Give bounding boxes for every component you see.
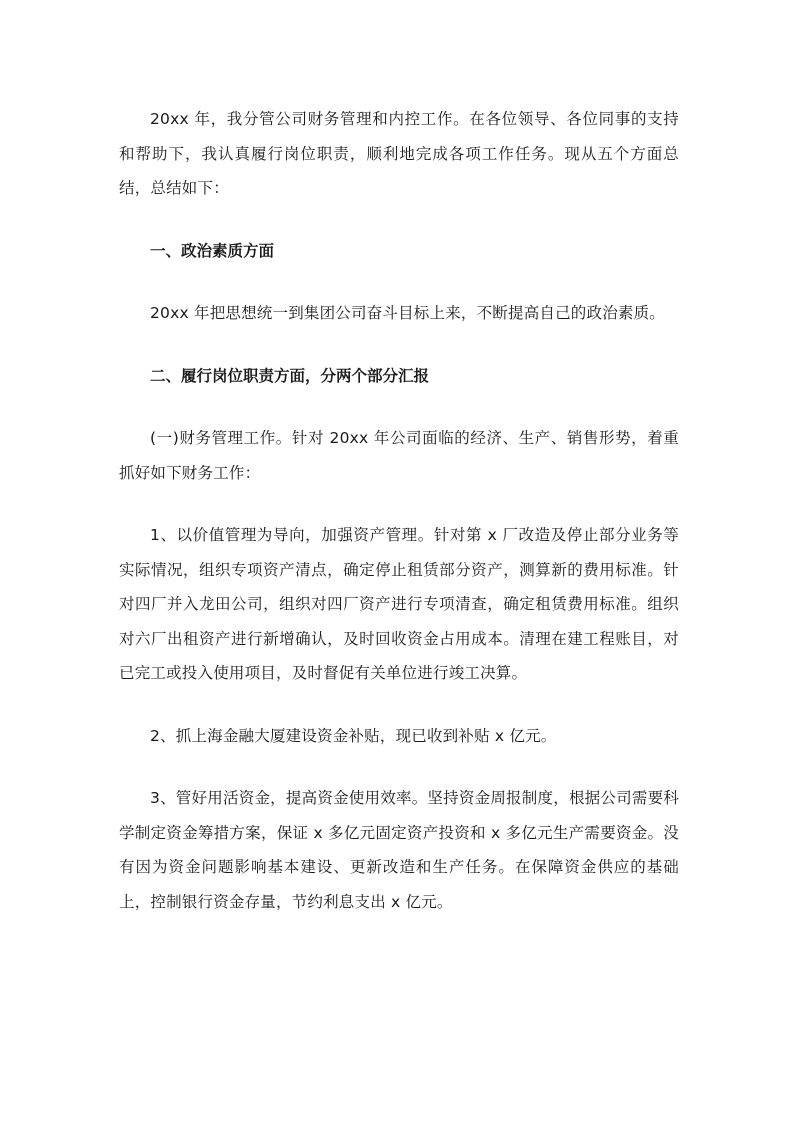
section-heading-politics: 一、政治素质方面 bbox=[150, 241, 275, 260]
list-item-asset-management: 1、以价值管理为导向，加强资产管理。针对第 x 厂改造及停止部分业务等实际情况，组织专项资产清点，确定停止租赁部分资产，测算新的费用标准。针对四厂并入龙田公司，组织对四厂资产进行专项清查，确定租赁费用标准。组织对六厂出租资产进行新增确认，及时回收资金占用成本。清理在建工程账目，对已完工或投入使用项目，及时督促有关单位进行竣工决算。 bbox=[119, 526, 679, 682]
section-politics-paragraph: 20xx 年把思想统一到集团公司奋斗目标上来，不断提高自己的政治素质。 bbox=[150, 304, 665, 322]
list-item-fund-management: 3、管好用活资金，提高资金使用效率。坚持资金周报制度，根据公司需要科学制定资金筹措方案，保证 x 多亿元固定资产投资和 x 多亿元生产需要资金。没有因为资金问题影响基本建设、更新改造和生产任务。在保障资金供应的基础上，控制银行资金存量，节约利息支出 x 亿元。 bbox=[119, 789, 679, 911]
list-item-construction-subsidy: 2、抓上海金融大厦建设资金补贴，现已收到补贴 x 亿元。 bbox=[150, 726, 557, 745]
document-body bbox=[119, 102, 679, 919]
finance-management-paragraph: (一)财务管理工作。针对 20xx 年公司面临的经济、生产、销售形势，着重抓好如下财务工作： bbox=[119, 429, 679, 482]
intro-paragraph: 20xx 年，我分管公司财务管理和内控工作。在各位领导、各位同事的支持和帮助下，我认真履行岗位职责，顺利地完成各项工作任务。现从五个方面总结，总结如下： bbox=[119, 110, 679, 197]
section-heading-duties: 二、履行岗位职责方面，分两个部分汇报 bbox=[150, 366, 430, 385]
